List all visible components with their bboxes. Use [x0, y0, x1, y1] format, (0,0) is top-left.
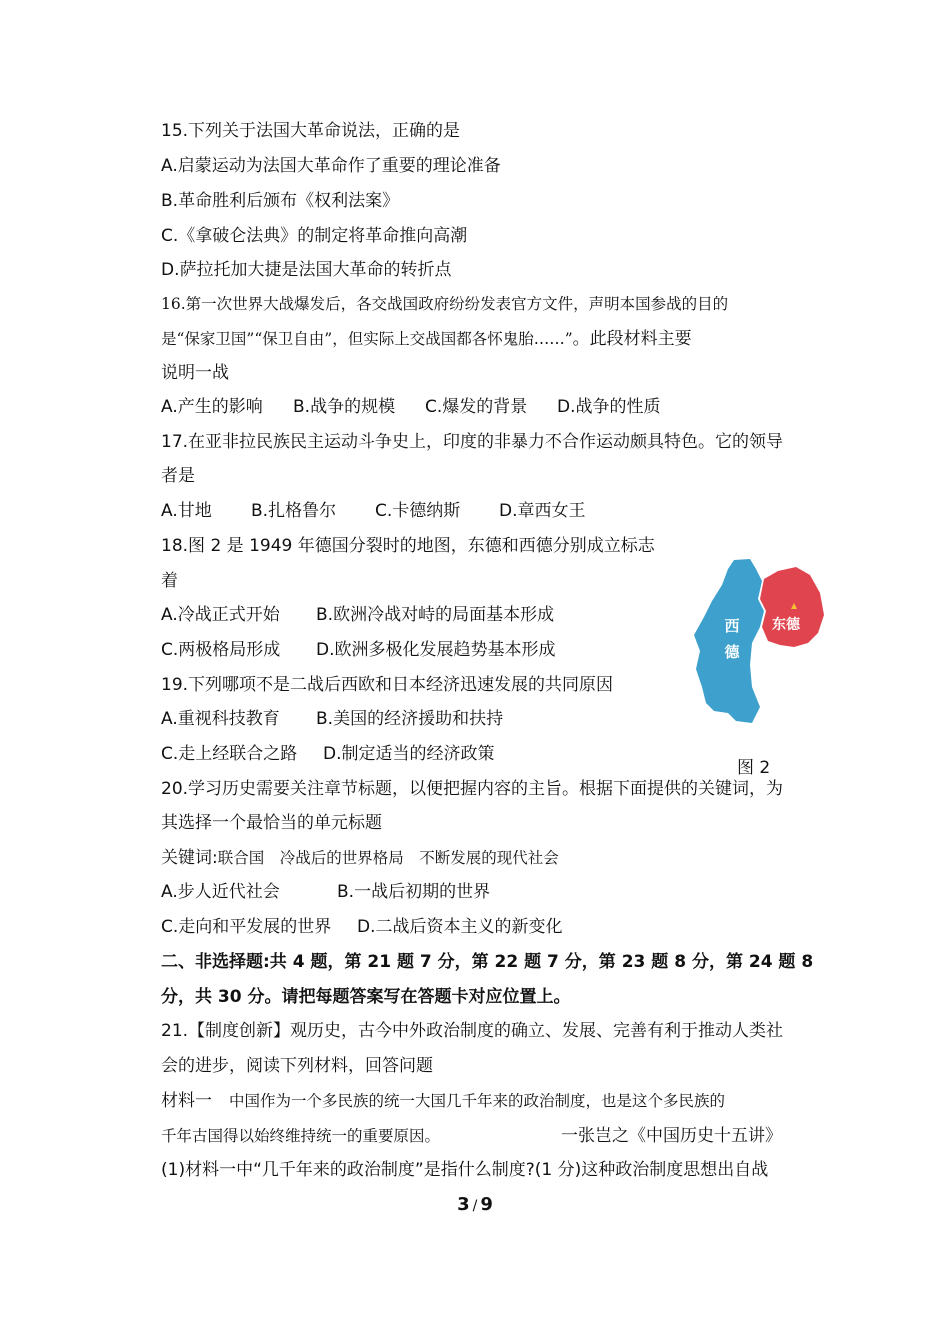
- q18-stem-line1: 18.图 2 是 1949 年德国分裂时的地图，东德和西德分别成立标志: [161, 536, 655, 556]
- q15-option-a: A.启蒙运动为法国大革命作了重要的理论准备: [161, 156, 501, 176]
- q21-material-text1: 中国作为一个多民族的统一大国几千年来的政治制度，也是这个多民族的: [229, 1092, 726, 1110]
- page-current: 3: [457, 1194, 470, 1215]
- q18-options-ab: [161, 603, 554, 627]
- q16-rest: 。此段材料主要: [572, 329, 692, 349]
- map-east-label: 东德: [772, 617, 800, 633]
- q18-option-b: B.欧洲冷战对峙的局面基本形成: [316, 605, 555, 625]
- q16-option-d: D.战争的性质: [557, 397, 661, 417]
- q19-options-ab: [161, 707, 503, 731]
- q16-stem-line1: 16.第一次世界大战爆发后，各交战国政府纷纷发表官方文件，声明本国参战的目的: [161, 295, 729, 313]
- q16-stem-line3: 说明一战: [161, 363, 229, 383]
- q20-stem-line1: 20.学习历史需要关注章节标题，以便把握内容的主旨。根据下面提供的关键词，为: [161, 779, 784, 799]
- figure-label: 图 2: [737, 758, 771, 778]
- q21-material-text2: 千年古国得以始终维持统一的重要原因。: [161, 1127, 441, 1145]
- q20-option-a: A.步人近代社会: [161, 882, 280, 902]
- q15-stem: 15.下列关于法国大革命说法，正确的是: [161, 121, 461, 141]
- page-separator: /: [472, 1198, 478, 1214]
- q20-option-b: B.一战后初期的世界: [337, 882, 491, 902]
- q17-option-d: D.章西女王: [499, 501, 586, 521]
- q21-material-line1: [161, 1089, 725, 1113]
- q15-option-d: D.萨拉托加大捷是法国大革命的转折点: [161, 260, 452, 280]
- q19-option-d: D.制定适当的经济政策: [323, 744, 495, 764]
- west-germany-region: [694, 559, 764, 723]
- q18-option-c: C.两极格局形成: [161, 640, 281, 660]
- q16-option-c: C.爆发的背景: [425, 397, 528, 417]
- q16-stem-line2: [161, 327, 692, 351]
- q19-option-b: B.美国的经济援助和扶持: [316, 709, 504, 729]
- q21-material-label: 材料一: [161, 1091, 212, 1111]
- q17-option-a: A.甘地: [161, 501, 212, 521]
- q17-stem-line2: 者是: [161, 466, 195, 486]
- q20-stem-line2: 其选择一个最恰当的单元标题: [161, 813, 382, 833]
- q17-option-b: B.扎格鲁尔: [251, 501, 337, 521]
- q16-option-a: A.产生的影响: [161, 397, 263, 417]
- q18-options-cd: [161, 638, 556, 662]
- q20-options-ab: [161, 880, 490, 904]
- q15-option-c: C.《拿破仑法典》的制定将革命推向高潮: [161, 226, 468, 246]
- section2-heading-line2: 分，共 30 分。请把每题答案写在答题卡对应位置上。: [161, 987, 571, 1007]
- q18-stem-line2: 着: [161, 571, 178, 591]
- q16-quote: 是“保家卫国”“保卫自由”，但实际上交战国都各怀鬼胎……”: [161, 330, 573, 348]
- q21-stem-line1: 21.【制度创新】观历史，古今中外政治制度的确立、发展、完善有利于推动人类社: [161, 1021, 784, 1041]
- map-west-label-1: 西: [724, 617, 740, 635]
- q19-option-c: C.走上经联合之路: [161, 744, 298, 764]
- q20-options-cd: [161, 915, 563, 939]
- q17-option-c: C.卡德纳斯: [375, 501, 461, 521]
- q19-options-cd: [161, 742, 495, 766]
- q21-stem-line2: 会的进步，阅读下列材料，回答问题: [161, 1056, 433, 1076]
- q20-option-d: D.二战后资本主义的新变化: [357, 917, 563, 937]
- q16-option-b: B.战争的规模: [293, 397, 396, 417]
- q20-keywords: [161, 846, 559, 870]
- q21-material-line2: [161, 1124, 782, 1148]
- map-west-label-2: 德: [724, 643, 740, 661]
- q20-keywords-label: 关键词:: [161, 848, 218, 868]
- q21-sub1: (1)材料一中“几千年来的政治制度”是指什么制度?(1 分)这种政治制度思想出自战: [161, 1160, 769, 1180]
- q21-source: 一张岂之《中国历史十五讲》: [561, 1126, 782, 1146]
- q17-options: [161, 499, 586, 523]
- q17-stem-line1: 17.在亚非拉民族民主运动斗争史上，印度的非暴力不合作运动颇具特色。它的领导: [161, 432, 784, 452]
- section2-heading-line1: 二、非选择题:共 4 题，第 21 题 7 分，第 22 题 7 分，第 23 题 8 分，第 24 题 8: [161, 952, 814, 972]
- q15-option-b: B.革命胜利后颁布《权利法案》: [161, 191, 400, 211]
- q19-option-a: A.重视科技教育: [161, 709, 280, 729]
- page-total: 9: [480, 1194, 493, 1215]
- germany-division-map: [690, 555, 830, 730]
- page-number: [0, 1194, 950, 1215]
- q20-option-c: C.走向和平发展的世界: [161, 917, 332, 937]
- q19-stem: 19.下列哪项不是二战后西欧和日本经济迅速发展的共同原因: [161, 675, 614, 695]
- q20-keywords-text: 联合国 冷战后的世界格局 不断发展的现代社会: [217, 849, 559, 867]
- q18-option-a: A.冷战正式开始: [161, 605, 280, 625]
- q18-option-d: D.欧洲多极化发展趋势基本形成: [316, 640, 556, 660]
- q16-options: [161, 395, 661, 419]
